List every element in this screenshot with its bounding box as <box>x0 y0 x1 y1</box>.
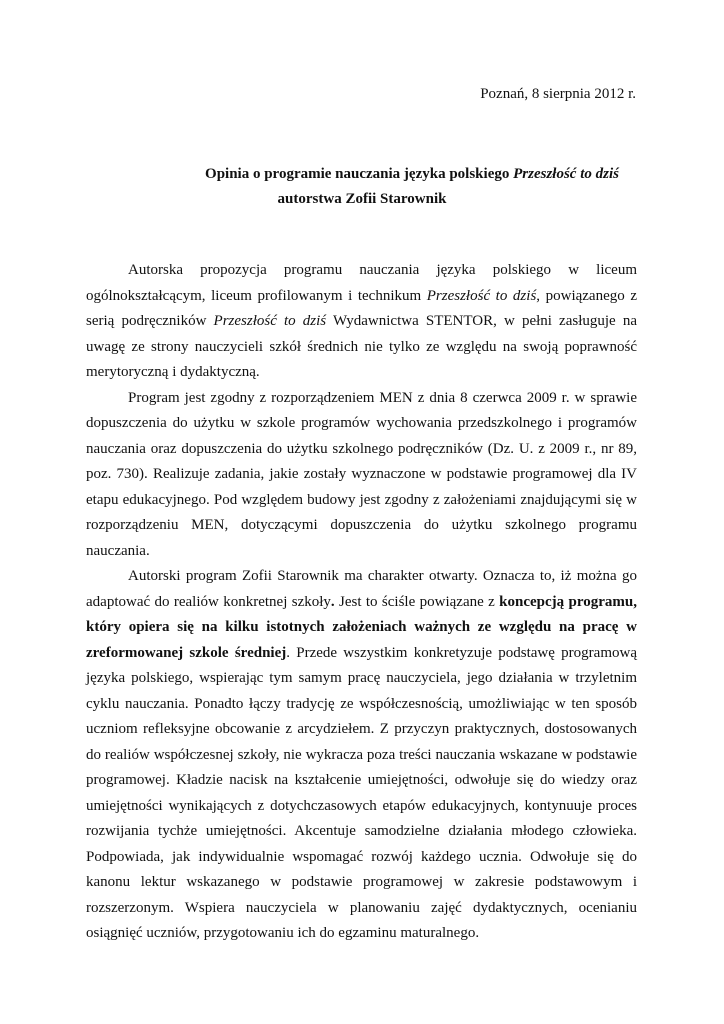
paragraph-3-bold-2: koncepcją programu, który opiera się na kilku istotnych założeniach ważnych ze względu na pracę w zreformowanej szkole średniej <box>86 593 637 661</box>
paragraph-1-text-2: , powiązanego z serią podręczników <box>86 287 637 329</box>
title-line-1 <box>0 162 724 187</box>
document-date: Poznań, 8 sierpnia 2012 r. <box>480 86 636 102</box>
paragraph-1-text-1: Autorska propozycja programu nauczania języka polskiego w liceum ogólnokształcącym, liceum profilowanym i technikum <box>86 262 637 304</box>
paragraph-3-text-3: . Przede wszystkim konkretyzuje podstawę programową języka polskiego, wspierając tym samym pracę nauczyciela, jego działania w trzyletnim cyklu nauczania. Ponadto łączy tradycję ze współczesnością, umożliwiając w ten sposób uczniom refleksyjne obcowanie z arcydziełem. Z przyczyn praktycznych, dostosowanych do realiów współczesnej szkoły, nie wykracza poza treści nauczania wskazane w podstawie programowej. Kładzie nacisk na kształcenie umiejętności, odwołuje się do wiedzy oraz umiejętności wynikających z dotychczasowych etapów edukacyjnych, kontynuuje proces rozwijania tychże umiejętności. Akcentuje samodzielne działania młodego człowieka. Podpowiada, jak indywidualnie wspomagać rozwój każdego ucznia. Odwołuje się do kanonu lektur wskazanego w podstawie programowej w zakresie podstawowym i rozszerzonym. Wspiera nauczyciela w planowaniu zajęć dydaktycznych, ocenianiu osiągnięć uczniów, przygotowaniu ich do egzaminu maturalnego. <box>86 644 637 941</box>
paragraph-1 <box>86 258 637 386</box>
paragraph-1-italic-1: Przeszłość to dziś <box>426 287 537 304</box>
title-work-name: Przeszłość to dziś <box>513 166 619 182</box>
paragraph-3 <box>86 564 637 947</box>
title-line-2: autorstwa Zofii Starownik <box>277 191 447 207</box>
paragraph-2: Program jest zgodny z rozporządzeniem MEN z dnia 8 czerwca 2009 r. w sprawie dopuszczenia do użytku w szkole programów wychowania przedszkolnego i programów nauczania oraz dopuszczenia do użytku szkolnego podręczników (Dz. U. z 2009 r., nr 89, poz. 730). Realizuje zadania, jakie zostały wyznaczone w podstawie programowej dla IV etapu edukacyjnego. Pod względem budowy jest zgodny z założeniami znajdującymi się w rozporządzeniu MEN, dotyczącymi dopuszczenia do użytku szkolnego programu nauczania. <box>86 389 637 559</box>
paragraph-3-bold-1: . <box>330 593 335 610</box>
document-title <box>0 162 724 212</box>
paragraph-3-text-1: Autorski program Zofii Starownik ma charakter otwarty. Oznacza to, iż można go adaptować do realiów konkretnej szkoły <box>86 568 637 610</box>
paragraph-1-italic-2: Przeszłość to dziś <box>213 313 327 329</box>
paragraph-3-text-2: Jest to ściśle powiązane z <box>334 593 500 610</box>
paragraph-1-text-3: Wydawnictwa STENTOR, w pełni zasługuje na uwagę ze strony nauczycieli szkół średnich nie tylko ze względu na swoją poprawność merytoryczną i dydaktyczną. <box>86 313 637 380</box>
document-body <box>86 258 637 947</box>
title-text: Opinia o programie nauczania języka polskiego <box>205 166 514 182</box>
